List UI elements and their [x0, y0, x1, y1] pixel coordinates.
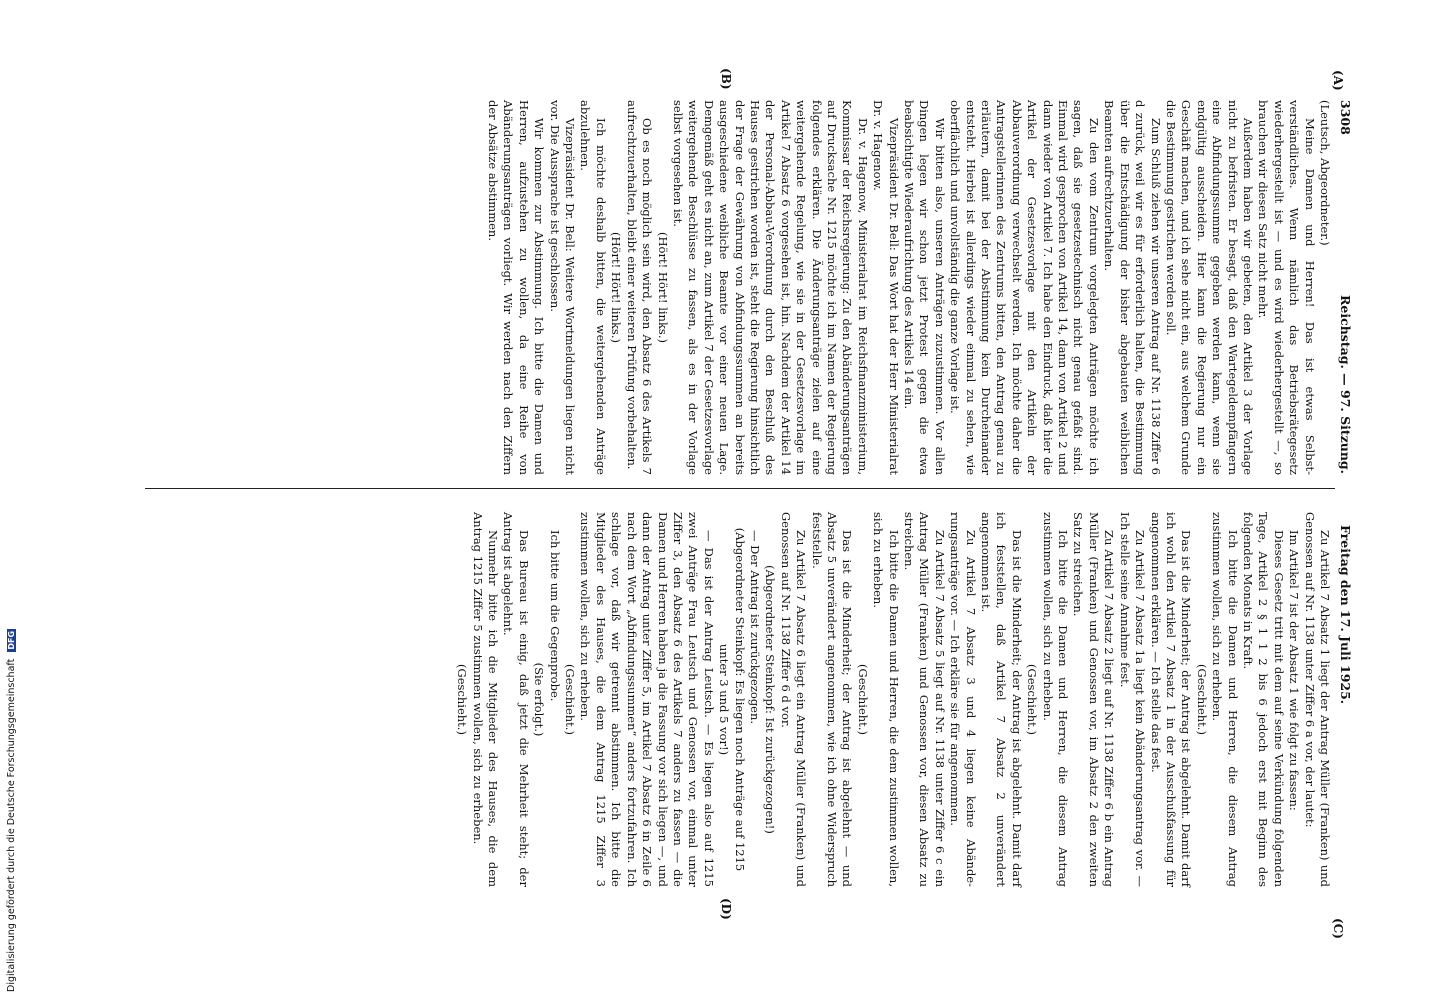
paragraph: Vizepräsident Dr. Bell: Das Wort hat der Herr Ministerialrat Dr. v. Hagenow. — [871, 100, 901, 475]
interjection: (Abgeordneter Steinkopf: Es liegen noch Anträge auf 1215 unter 3 und 5 vor!) — [717, 527, 747, 872]
header-session: Reichstag. — 97. Sitzung. — [1338, 295, 1353, 475]
paragraph: — Der Antrag ist zurückgezogen. — [747, 530, 762, 725]
paragraph: Zu Artikel 7 Absatz 2 liegt auf Nr. 1138 Ziffer 6 b ein Antrag Müller (Franken) und Genossen vor, im Absatz 2 den zweiten Satz zu streichen. — [1071, 512, 1117, 887]
margin-marker-c: (C) — [1331, 918, 1345, 939]
paragraph: Ich bitte die Damen und Herren, die diesem Antrag zustimmen wollen, sich zu erheben. — [1210, 512, 1240, 887]
interjection: (Geschieht.) — [455, 664, 470, 735]
paragraph: Nunmehr bitte ich die Mitglieder des Hauses, die dem Antrag 1215 Ziffer 5 zustimmen wollen, sich zu erheben. — [470, 512, 501, 887]
margin-marker-d: (D) — [719, 898, 733, 920]
paragraph: Meine Damen und Herren! Das ist etwas Selbstverständliches. Wenn nämlich das Betriebsrätegesetz wiederhergestellt ist — und es wird wiederhergestellt —, so brauchen wir diesen Satz nicht mehr. — [1256, 100, 1317, 475]
paragraph: Ob es noch möglich sein wird, den Absatz 6 des Artikels 7 aufrechtzuerhalten, bleibt einer weiteren Prüfung vorbehalten. — [624, 100, 655, 475]
paragraph: Das ist die Minderheit; der Antrag ist abgelehnt. Damit darf ich feststellen, daß Artikel 7 Absatz 2 unverändert angenommen ist. — [979, 512, 1024, 887]
paragraph: Zu Artikel 7 Absatz 3 und 4 liegen keine Abänderungsanträge vor. — Ich erkläre sie für angenommen. — [948, 512, 978, 887]
margin-marker-a: (A) — [1331, 70, 1345, 91]
interjection: (Geschieht.) — [1194, 664, 1209, 735]
paragraph: Zu Artikel 7 Absatz 6 liegt ein Antrag Müller (Franken) und Genossen auf Nr. 1138 Ziffer 6 d vor. — [778, 512, 809, 887]
header-date: Freitag den 17. Juli 1925. — [1338, 525, 1353, 705]
quote: Dieses Gesetz tritt mit dem auf seine Verkündung folgenden Tage, Artikel 2 § 1 1 2 bis 6 jedoch erst mit Beginn des folgenden Monats in Kraft. — [1240, 512, 1286, 887]
paragraph: Außerdem haben wir gebeten, den Artikel 3 der Vorlage nicht zu befristen. Er besagt, daß den Wartegeldempfängern eine Abfindungssumme gegeben werden kann, wenn sie endgültig ausscheiden. Hier kann die Regierung nur ein Geschäft machen, und ich sehe nicht ein, aus welchem Grunde die Bestimmung gestrichen werden soll. — [1163, 100, 1255, 475]
paragraph: Zum Schluß ziehen wir unseren Antrag auf Nr. 1138 Ziffer 6 d zurück, weil wir es für erforderlich halten, die Bestimmung über die Entschädigung der bisher abgebauten weiblichen Beamten aufrechtzuerhalten. — [1102, 100, 1163, 475]
paragraph: Dr. v. Hagenow, Ministerialrat im Reichsfinanzministerium, Kommissar der Reichsregierung: Zu den Abänderungsanträgen auf Drucksache Nr. 1215 möchte ich im Namen der Regierung folgendes erklären. Die Änderungsanträge zielen auf eine weitergehende Regelung, wie sie in der Gesetzesvorlage im Artikel 7 Absatz 6 vorgesehen ist, hin. Nachdem der Artikel 14 der Personal-Abbau-Verordnung durch den Beschluß des Hauses gestrichen worden ist, steht die Regierung hinsichtlich der Frage der Gewährung von Abfindungssummen an bereits ausgeschiedene weibliche Beamte vor einer neuen Lage. Demgemäß geht es nicht an, zum Artikel 7 der Gesetzesvorlage weitergehende Beschlüsse zu fassen, als es in der Vorlage selbst vorgesehen ist. — [670, 100, 870, 475]
interjection: (Abgeordneter Steinkopf: Ist zurückgezogen!) — [763, 565, 778, 834]
paragraph: Zu den vom Zentrum vorgelegten Anträgen möchte ich sagen, daß sie gesetzestechnisch nicht genau gefaßt sind. Einmal wird gesprochen von Artikel 14, dann von Artikel 2 und dann wieder von Artikel 7. Ich habe den Eindruck, daß hier die Artikel der Gesetzesvorlage mit den Artikeln der Abbauverordnung verwechselt werden. Ich möchte daher die Antragstellerinnen des Zentrums bitten, den Antrag genau zu erläutern, damit bei der Abstimmung kein Durcheinander entsteht. Hierbei ist allerdings wieder einmal zu sehen, wie oberflächlich und unvollständig die ganze Vorlage ist. — [948, 100, 1101, 475]
digitization-credit — [6, 629, 17, 992]
interjection: (Geschieht.) — [563, 664, 578, 735]
speaker-attribution: (Leutsch, Abgeordneter.) — [1318, 100, 1332, 246]
column-divider — [145, 488, 1335, 489]
left-column — [132, 100, 1332, 475]
interjection: (Geschieht.) — [1025, 664, 1040, 735]
paragraph: Vizepräsident Dr. Bell: Weitere Wortmeldungen liegen nicht vor. Die Aussprache ist geschlossen. — [547, 100, 578, 475]
paragraph: Zu Artikel 7 Absatz 1a liegt kein Abänderungsantrag vor. — Ich stelle seine Annahme fest. — [1117, 512, 1148, 887]
paragraph: Das Bureau ist einig, daß jetzt die Mehrheit steht; der Antrag ist abgelehnt. — [501, 512, 531, 887]
paragraph: Ich bitte die Damen und Herren, die diesem Antrag zustimmen wollen, sich zu erheben. — [1040, 512, 1071, 887]
paragraph: Zu Artikel 7 Absatz 1 liegt der Antrag Müller (Franken) und Genossen auf Nr. 1138 unter Ziffer 6 a vor, der lautet: — [1302, 512, 1332, 887]
interjection: (Hört! Hört! links.) — [609, 232, 624, 343]
paragraph: Zu Artikel 7 Absatz 5 liegt auf Nr. 1138 unter Ziffer 6 c ein Antrag Müller (Franken) und Genossen vor, diesen Absatz zu streichen. — [902, 512, 947, 887]
paragraph: — Das ist der Antrag Leutsch. — Es liegen also auf 1215 zwei Anträge Frau Leutsch und Genossen vor, einmal unter Ziffer 3, den Absatz 6 des Artikels 7 anders zu fassen — die Damen und Herren haben ja die Fassung vor sich liegen —, und dann der Antrag unter Ziffer 5, im Artikel 7 Absatz 6 in Zeile 6 nach dem Wort „Abfindungssummen“ anders fortzufahren. Ich schlage vor, daß wir getrennt abstimmen. Ich bitte die Mitglieder des Hauses, die dem Antrag 1215 Ziffer 3 zustimmen wollen, sich zu erheben. — [578, 512, 716, 887]
interjection: (Sie erfolgt.) — [532, 662, 547, 737]
dfg-logo: DFG — [7, 630, 16, 650]
right-column — [132, 512, 1332, 887]
paragraph: Das ist die Minderheit; der Antrag ist abgelehnt. Damit darf ich wohl den Artikel 7 Absatz 1 in der Ausschußfassung für angenommen erklären. — Ich stelle das fest. — [1148, 512, 1194, 887]
credit-text: Digitalisierung gefördert durch die Deutsche Forschungsgemeinschaft — [6, 658, 17, 992]
paragraph: Ich bitte die Damen und Herren, die dem zustimmen wollen, sich zu erheben. — [871, 512, 901, 887]
paragraph: Im Artikel 7 ist der Absatz 1 wie folgt zu fassen: — [1287, 530, 1302, 811]
paragraph: Ich bitte um die Gegenprobe. — [547, 530, 562, 702]
interjection: (Geschieht.) — [855, 664, 870, 735]
paragraph: Wir kommen zur Abstimmung. Ich bitte die Damen und Herren, aufzustehen zu wollen, da eine Reihe von Abänderungsanträgen vorliegt. Wir werden nach den Ziffern der Absätze abstimmen. — [486, 100, 547, 475]
page-number: 3308 — [1338, 100, 1353, 135]
margin-marker-b: (B) — [719, 68, 733, 90]
paragraph: Ich möchte deshalb bitten, die weitergehenden Anträge abzulehnen. — [578, 100, 608, 475]
interjection: (Hört! Hört! links.) — [655, 232, 670, 343]
paragraph: Das ist die Minderheit; der Antrag ist abgelehnt — und Absatz 5 unverändert angenommen, wie ich ohne Widerspruch feststelle. — [809, 512, 855, 887]
paragraph: Wir bitten also, unseren Anträgen zuzustimmen. Vor allen Dingen legen wir schon jetzt Protest gegen die etwa beabsichtigte Wiederaufrichtung des Artikels 14 ein. — [902, 100, 947, 475]
